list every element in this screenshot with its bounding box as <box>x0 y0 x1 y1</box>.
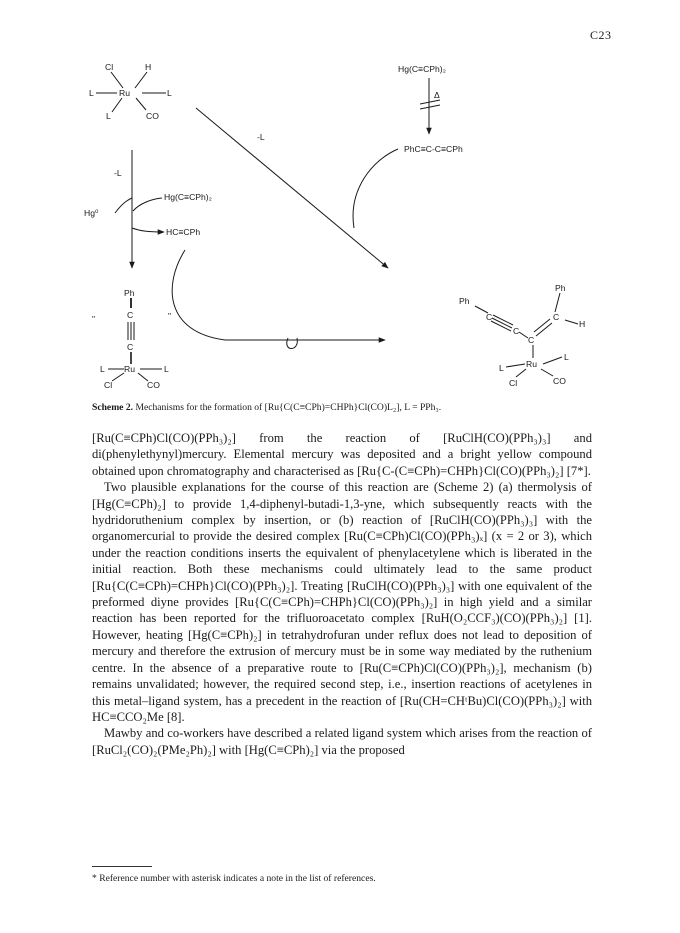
paragraph-1: [Ru(C≡CPh)Cl(CO)(PPh₃)₂] from the reaction of [RuClH(CO)(PPh₃)₃] and di(phenylethynyl)mercury. Elemental mercury was deposited and a bright yellow compound obtained upon chromatography and characterised as [Ru{C-(C≡CPh)=CHPh}Cl(CO)(PPh₃)₂] [7*]. <box>92 431 592 478</box>
prod-c2-label: C <box>513 326 520 336</box>
start-l-left-label: L <box>89 88 94 98</box>
prod-l-right-label: L <box>564 352 569 362</box>
diyne-curved-arrow <box>353 149 398 228</box>
prod-l-left-label: L <box>499 363 504 373</box>
bond-ru-cl-start <box>111 72 123 88</box>
double-bond-1 <box>536 323 552 336</box>
scheme-caption-text: Mechanisms for the formation of [Ru{C(C≡CPh)=CHPh}Cl(CO)L₂], L = PPh₃. <box>135 402 442 413</box>
scheme-caption <box>92 402 592 413</box>
inter-cl-label: Cl <box>104 380 113 390</box>
reaction-scheme <box>0 0 680 400</box>
prod-ph-top-label: Ph <box>555 283 566 293</box>
minus-l-vertical-label: -L <box>114 168 122 178</box>
inter-ru-label: Ru <box>124 364 135 374</box>
bond-ru-cl-inter <box>112 373 124 381</box>
bond-c-h-prod <box>565 320 578 324</box>
prod-ph-left-label: Ph <box>459 296 470 306</box>
start-l-right-label: L <box>167 88 172 98</box>
body-text <box>92 430 592 758</box>
prod-c1-label: C <box>486 312 493 322</box>
prod-cl-label: Cl <box>509 378 518 388</box>
start-co-label: CO <box>146 111 159 121</box>
footnote-divider <box>92 866 152 867</box>
prod-h-label: H <box>579 319 586 329</box>
delta-label: Δ <box>434 90 440 100</box>
start-l-lower-label: L <box>106 111 111 121</box>
bottom-pathway-arrow <box>172 250 385 340</box>
phenylacetylene-label: HC≡CPh <box>166 227 201 237</box>
bond-ru-l-lower-start <box>112 98 122 112</box>
footnote: * Reference number with asterisk indicates a note in the list of references. <box>92 873 376 884</box>
bond-ru-h-start <box>135 72 147 88</box>
inter-l-right-label: L <box>164 364 169 374</box>
blocked-mark-1 <box>420 100 440 104</box>
bond-c-c-prod <box>519 332 528 338</box>
prod-c4-label: C <box>553 312 560 322</box>
hg-reagent-side-label: Hg(C≡CPh)₂ <box>164 192 212 202</box>
minus-l-diagonal-label: -L <box>257 132 265 142</box>
start-cl-label: Cl <box>105 62 114 72</box>
start-h-label: H <box>145 62 152 72</box>
prod-c3-label: C <box>528 335 535 345</box>
bond-ru-co-prod <box>541 369 553 376</box>
hg-zero-label: Hg⁰ <box>84 208 99 218</box>
inter-c-lower-label: C <box>127 342 134 352</box>
bond-ru-l-left-prod <box>506 364 525 367</box>
diyne-label: PhC≡C-C≡CPh <box>404 144 463 154</box>
inter-mark-left: " <box>92 314 96 324</box>
hg-elimination-curve <box>115 198 132 213</box>
bond-c-ph-prod <box>555 293 560 312</box>
scheme-diagram <box>0 0 680 400</box>
inter-mark-right: " <box>168 311 172 321</box>
inter-ph-label: Ph <box>124 288 135 298</box>
paragraph-3: Mawby and co-workers have described a related ligand system which arises from the reaction of [RuCl₂(CO)₂(PMe₂Ph)₂] with [Hg(C≡CPh)₂] via the proposed <box>92 726 592 757</box>
inter-c-upper-label: C <box>127 310 134 320</box>
phenylacetylene-arrow <box>132 228 164 232</box>
scheme-caption-label: Scheme 2. <box>92 402 134 413</box>
hg-reagent-curve <box>133 198 162 211</box>
bond-ru-co-start <box>136 98 146 110</box>
bond-ru-cl-prod <box>516 369 526 377</box>
inter-l-left-label: L <box>100 364 105 374</box>
prod-ru-label: Ru <box>526 359 537 369</box>
prod-co-label: CO <box>553 376 566 386</box>
blocked-mark-2 <box>420 105 440 109</box>
inter-co-label: CO <box>147 380 160 390</box>
hg-reagent-top-label: Hg(C≡CPh)₂ <box>398 64 446 74</box>
page-number: C23 <box>590 28 612 42</box>
bond-ru-l-right-prod <box>543 357 562 364</box>
double-bond-2 <box>534 319 550 332</box>
start-ru-label: Ru <box>119 88 130 98</box>
paragraph-2: Two plausible explanations for the course of this reaction are (Scheme 2) (a) thermolysis of [Hg(C≡CPh)₂] to provide 1,4-diphenyl-butadi-1,3-yne, which subsequently reacts with the hydridoruthenium complex by insertion, or (b) reaction of [RuClH(CO)(PPh₃)₃] with the organomercurial to provide the desired complex [Ru(C≡CPh)Cl(CO)(PPh₃)ₓ] (x = 2 or 3), which under the reaction conditions inserts the equivalent of phenylacetylene which is liberated in the initial reaction. Both these mechanisms could ultimately lead to the same product [Ru{C(C≡CPh)=CHPh}Cl(CO)(PPh₃)₂]. Treating [RuClH(CO)(PPh₃)₃] with one equivalent of the preformed diyne provides [Ru{C(C≡CPh)=CHPh}Cl(CO)(PPh₃)₂] in high yield and a similar reaction has been reported for the trifluoroacetato complex [RuH(O₂CCF₃)(CO)(PPh₃)₂] [1]. However, heating [Hg(C≡CPh)₂] in tetrahydrofuran under reflux does not lead to deposition of mercury and therefore the extrusion of mercury must be in some way mediated by the ruthenium centre. In the absence of a preparative route to [Ru(C≡CPh)Cl(CO)(PPh₃)₂], mechanism (b) remains unvalidated; however, the required second step, i.e., insertion reactions of acetylenes in this metal–ligand system, has a precedent in the reaction of [Ru(CH=CHᵗBu)Cl(CO)(PPh₃)₂] with HC≡CCO₂Me [8]. <box>92 480 592 724</box>
